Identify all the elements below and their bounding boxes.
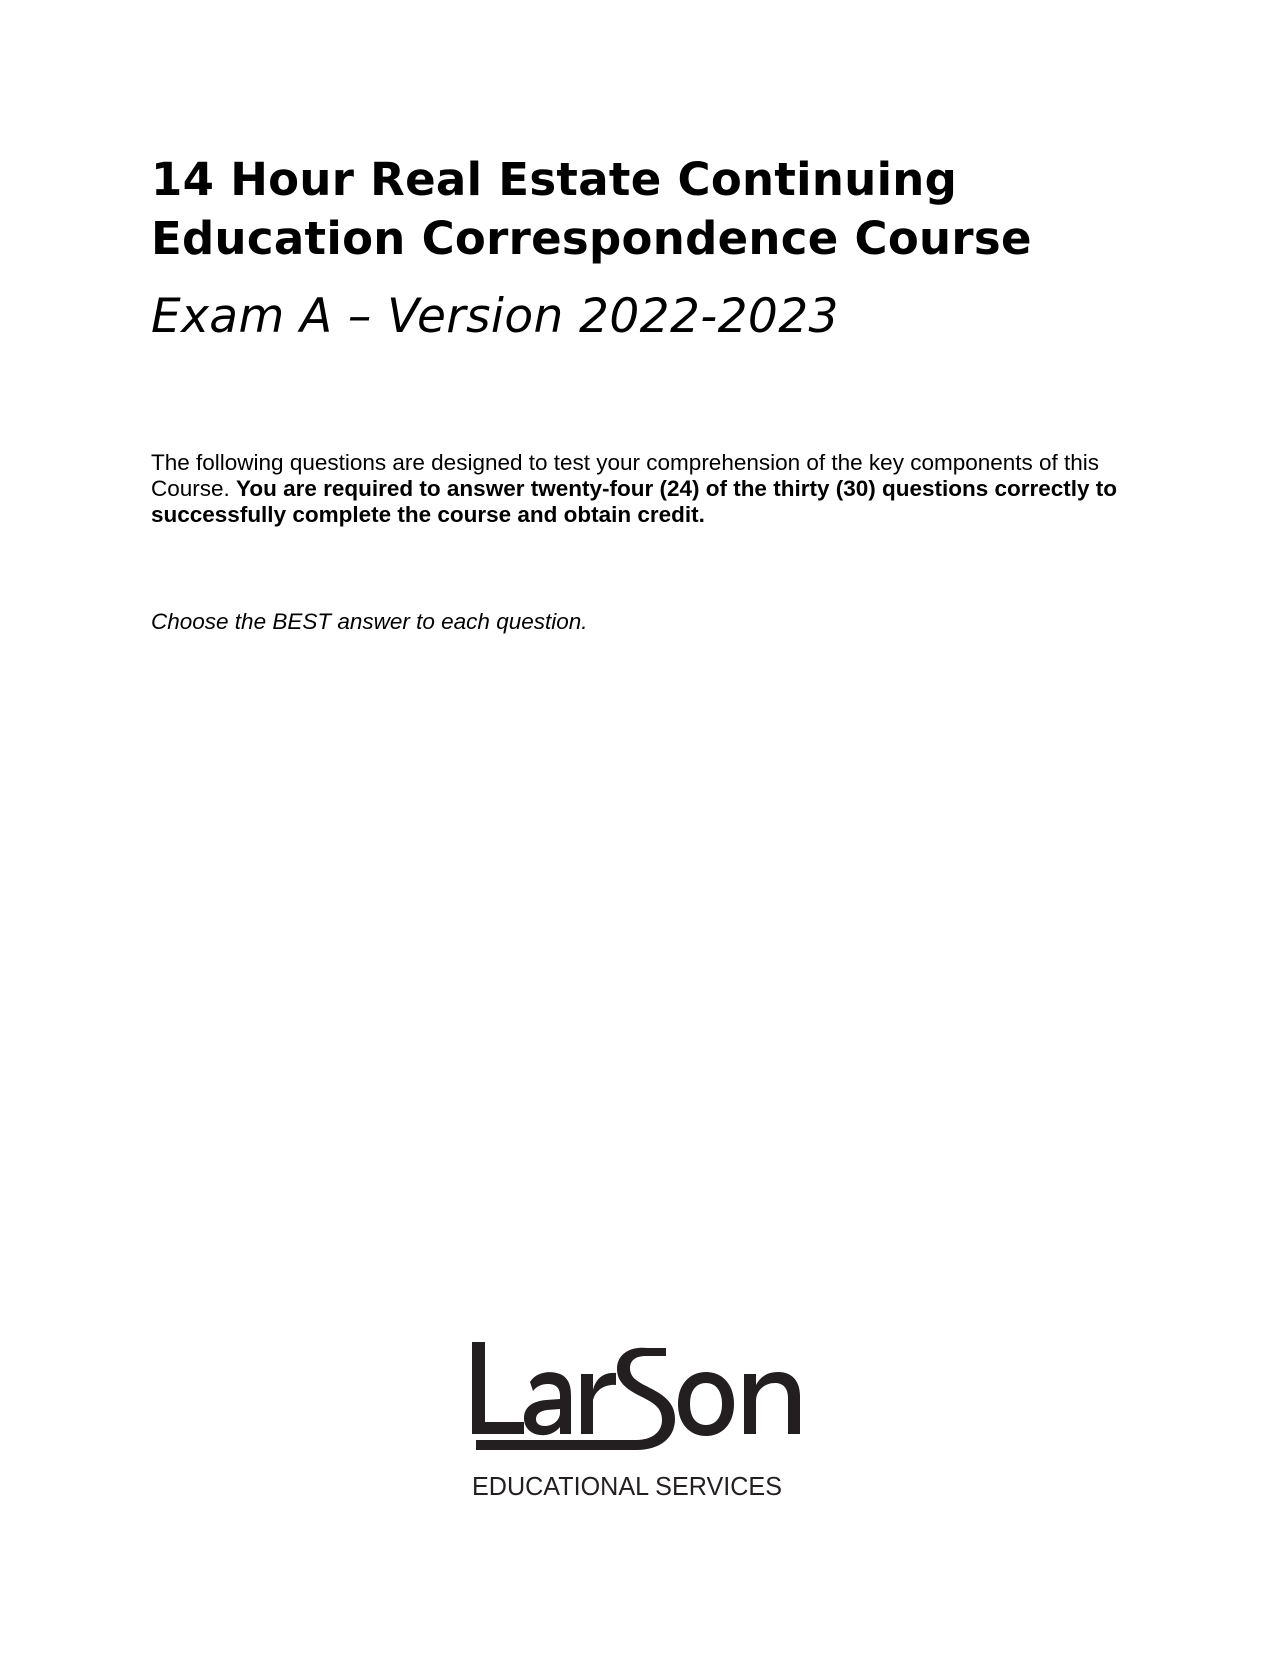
answer-instruction: Choose the BEST answer to each question. (151, 609, 588, 634)
exam-version-subtitle: Exam A – Version 2022-2023 (151, 289, 839, 344)
logo-tagline: EDUCATIONAL SERVICES (472, 1471, 782, 1501)
intro-requirement-text: You are required to answer twenty-four (24) of the thirty (30) questions correctly to successfully complete the course and obtain credit. (151, 476, 1118, 527)
larson-logo (470, 1334, 810, 1504)
intro-paragraph (151, 450, 1131, 528)
logo-wordmark (472, 1342, 800, 1450)
title-line-1: 14 Hour Real Estate Continuing (151, 153, 958, 206)
document-title (151, 150, 1151, 268)
title-line-2: Education Correspondence Course (151, 212, 1032, 265)
intro-text: The following questions are designed to test your comprehension of the key components of this Course. (151, 450, 1100, 501)
